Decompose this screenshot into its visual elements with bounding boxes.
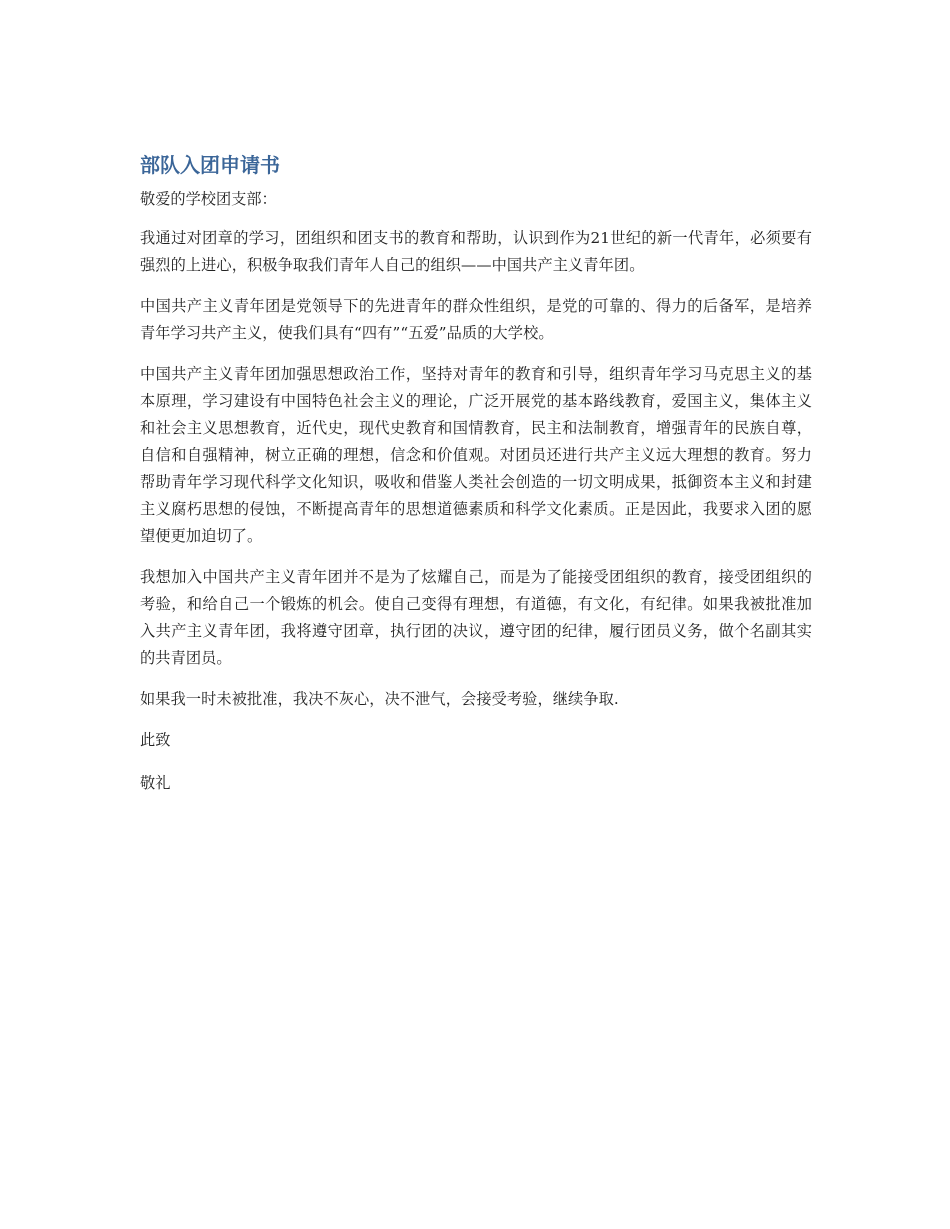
closing-jingli: 敬礼 <box>140 774 171 792</box>
paragraph-3: 中国共产主义青年团加强思想政治工作，坚持对青年的教育和引导，组织青年学习马克思主义的基本原理，学习建设有中国特色社会主义的理论，广泛开展党的基本路线教育，爱国主义，集体主义和社会主义思想教育，近代史，现代史教育和国情教育，民主和法制教育，增强青年的民族自尊，自信和自强精神，树立正确的理想，信念和价值观。对团员还进行共产主义远大理想的教育。努力帮助青年学习现代科学文化知识，吸收和借鉴人类社会创造的一切文明成果，抵御资本主义和封建主义腐朽思想的侵蚀，不断提高青年的思想道德素质和科学文化素质。正是因此，我要求入团的愿望便更加迫切了。 <box>140 365 812 545</box>
paragraph-1: 我通过对团章的学习，团组织和团支书的教育和帮助，认识到作为21世纪的新一代青年，必须要有强烈的上进心，积极争取我们青年人自己的组织——中国共产主义青年团。 <box>140 229 812 274</box>
paragraph-5: 如果我一时未被批准，我决不灰心，决不泄气，会接受考验，继续争取. <box>140 690 619 708</box>
document-page <box>140 150 812 813</box>
salutation: 敬爱的学校团支部： <box>140 190 277 208</box>
document-title: 部队入团申请书 <box>140 153 280 177</box>
paragraph-4: 我想加入中国共产主义青年团并不是为了炫耀自己，而是为了能接受团组织的教育，接受团组织的考验，和给自己一个锻炼的机会。使自己变得有理想，有道德，有文化，有纪律。如果我被批准加入共产主义青年团，我将遵守团章，执行团的决议，遵守团的纪律，履行团员义务，做个名副其实的共青团员。 <box>140 568 812 667</box>
paragraph-2: 中国共产主义青年团是党领导下的先进青年的群众性组织，是党的可靠的、得力的后备军，是培养青年学习共产主义，使我们具有“四有”“五爱”品质的大学校。 <box>140 297 812 342</box>
closing-cizhi: 此致 <box>140 731 171 749</box>
